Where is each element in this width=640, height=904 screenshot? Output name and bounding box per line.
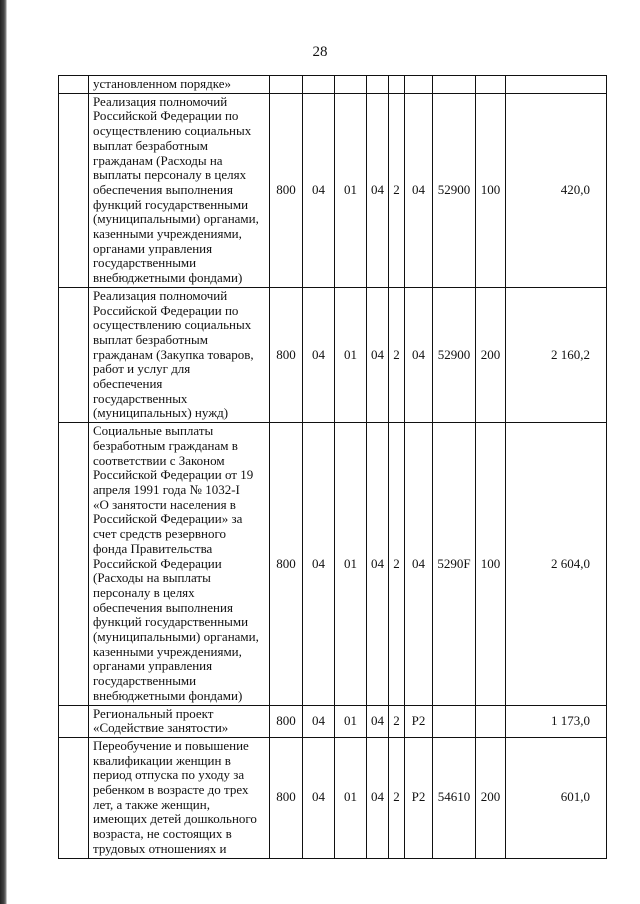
event-code-cell — [405, 76, 433, 94]
ministry-code-cell: 800 — [270, 737, 303, 858]
subsection-code-cell: 01 — [335, 93, 367, 287]
table-body — [59, 76, 607, 859]
program-code-cell: 04 — [367, 287, 389, 422]
section-code-cell: 04 — [303, 705, 335, 737]
subsection-code-cell: 01 — [335, 737, 367, 858]
expense-type-code-cell — [476, 76, 506, 94]
event-code-cell: P2 — [405, 705, 433, 737]
expense-type-code-cell: 200 — [476, 287, 506, 422]
amount-cell: 1 173,0 — [506, 705, 607, 737]
amount-cell — [506, 76, 607, 94]
target-item-code-cell: 54610 — [433, 737, 476, 858]
ministry-code-cell — [270, 76, 303, 94]
section-code-cell — [303, 76, 335, 94]
ministry-code-cell: 800 — [270, 93, 303, 287]
expense-type-code-cell: 200 — [476, 737, 506, 858]
row-number-cell — [59, 287, 89, 422]
event-code-cell: P2 — [405, 737, 433, 858]
expense-name-cell: Переобучение и повышение квалификации женщин в период отпуска по уходу за ребенком в возрасте до трех лет, а также женщин, имеющих детей дошкольного возраста, не состоящих в трудовых отношениях и — [89, 737, 270, 858]
target-item-code-cell: 5290F — [433, 423, 476, 705]
subprogram-code-cell: 2 — [389, 737, 405, 858]
budget-table — [58, 75, 607, 859]
subsection-code-cell: 01 — [335, 287, 367, 422]
expense-type-code-cell: 100 — [476, 93, 506, 287]
section-code-cell: 04 — [303, 93, 335, 287]
event-code-cell: 04 — [405, 423, 433, 705]
target-item-code-cell — [433, 76, 476, 94]
row-number-cell — [59, 76, 89, 94]
expense-name-cell: Реализация полномочий Российской Федерации по осуществлению социальных выплат безработным гражданам (Расходы на выплаты персоналу в целях обеспечения выполнения функций государственными (муниципальными) органами, казенными учреждениями, органами управления государственными внебюджетными фондами) — [89, 93, 270, 287]
subprogram-code-cell: 2 — [389, 287, 405, 422]
target-item-code-cell: 52900 — [433, 287, 476, 422]
subprogram-code-cell: 2 — [389, 423, 405, 705]
expense-name-cell: Социальные выплаты безработным гражданам в соответствии с Законом Российской Федерации от 19 апреля 1991 года № 1032-I «О занятости населения в Российской Федерации» за счет средств резервного фонда Правительства Российской Федерации (Расходы на выплаты персоналу в целях обеспечения выполнения функций государственными (муниципальными) органами, казенными учреждениями, органами управления государственными внебюджетными фондами) — [89, 423, 270, 705]
expense-type-code-cell: 100 — [476, 423, 506, 705]
program-code-cell: 04 — [367, 93, 389, 287]
subsection-code-cell: 01 — [335, 705, 367, 737]
program-code-cell: 04 — [367, 705, 389, 737]
expense-name-cell: установленном порядке» — [89, 76, 270, 94]
row-number-cell — [59, 737, 89, 858]
table-row — [59, 287, 607, 422]
amount-cell: 2 604,0 — [506, 423, 607, 705]
subprogram-code-cell: 2 — [389, 93, 405, 287]
row-number-cell — [59, 423, 89, 705]
table-row — [59, 737, 607, 858]
ministry-code-cell: 800 — [270, 423, 303, 705]
subsection-code-cell — [335, 76, 367, 94]
target-item-code-cell: 52900 — [433, 93, 476, 287]
expense-name-cell: Реализация полномочий Российской Федерации по осуществлению социальных выплат безработным гражданам (Закупка товаров, работ и услуг для обеспечения государственных (муниципальных) нужд) — [89, 287, 270, 422]
table-row — [59, 76, 607, 94]
row-number-cell — [59, 705, 89, 737]
ministry-code-cell: 800 — [270, 705, 303, 737]
table-row — [59, 423, 607, 705]
event-code-cell: 04 — [405, 93, 433, 287]
scan-edge — [0, 0, 7, 904]
amount-cell: 2 160,2 — [506, 287, 607, 422]
subprogram-code-cell — [389, 76, 405, 94]
subprogram-code-cell: 2 — [389, 705, 405, 737]
section-code-cell: 04 — [303, 423, 335, 705]
amount-cell: 601,0 — [506, 737, 607, 858]
event-code-cell: 04 — [405, 287, 433, 422]
ministry-code-cell: 800 — [270, 287, 303, 422]
expense-name-cell: Региональный проект «Содействие занятости» — [89, 705, 270, 737]
program-code-cell: 04 — [367, 737, 389, 858]
amount-cell: 420,0 — [506, 93, 607, 287]
section-code-cell: 04 — [303, 287, 335, 422]
program-code-cell: 04 — [367, 423, 389, 705]
row-number-cell — [59, 93, 89, 287]
table-row — [59, 705, 607, 737]
section-code-cell: 04 — [303, 737, 335, 858]
expense-type-code-cell — [476, 705, 506, 737]
program-code-cell — [367, 76, 389, 94]
page-number: 28 — [312, 44, 328, 60]
table-row — [59, 93, 607, 287]
subsection-code-cell: 01 — [335, 423, 367, 705]
target-item-code-cell — [433, 705, 476, 737]
